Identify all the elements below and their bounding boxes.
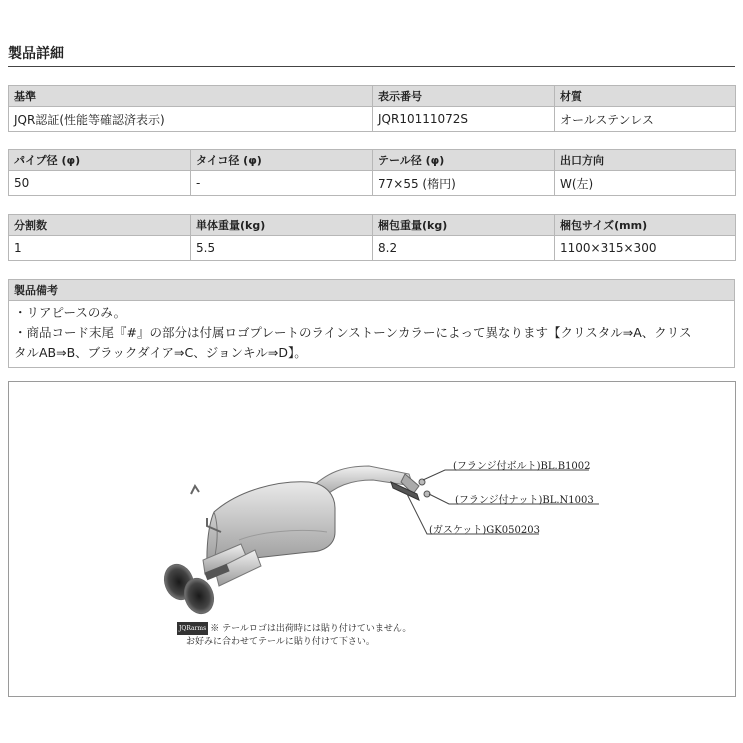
- cell-pipe-diameter: 50: [9, 171, 191, 196]
- product-notes: [8, 279, 735, 368]
- cell-package-weight: 8.2: [373, 236, 555, 261]
- header-tail-diameter: テール径 (φ): [373, 150, 555, 171]
- spec-table-weight: [8, 214, 736, 261]
- header-material: 材質: [555, 86, 736, 107]
- title-divider: [8, 66, 735, 67]
- header-unit-weight: 単体重量(kg): [191, 215, 373, 236]
- header-package-size: 梱包サイズ(mm): [555, 215, 736, 236]
- notes-line-1: ・リアピースのみ。: [14, 305, 127, 320]
- header-exit-direction: 出口方向: [555, 150, 736, 171]
- diagram-note-line-2: お好みに合わせてテールに貼り付けて下さい。: [186, 637, 375, 647]
- cell-unit-weight: 5.5: [191, 236, 373, 261]
- cell-silencer-diameter: -: [191, 171, 373, 196]
- cell-exit-direction: W(左): [555, 171, 736, 196]
- notes-line-3: タルAB⇒B、ブラックダイア⇒C、ジョンキル⇒D】。: [14, 345, 307, 360]
- page-title: 製品詳細: [8, 46, 64, 62]
- header-silencer-diameter: タイコ径 (φ): [191, 150, 373, 171]
- notes-line-2: ・商品コード末尾『#』の部分は付属ロゴプレートのラインストーンカラーによって異なります【クリスタル⇒A、クリス: [14, 325, 692, 340]
- cell-standard: JQR認証(性能等確認済表示): [9, 107, 373, 132]
- cell-tail-diameter: 77×55 (楕円): [373, 171, 555, 196]
- logo-badge: JQRarms: [177, 622, 208, 635]
- label-gasket: (ガスケット)GK050203: [429, 525, 540, 536]
- spec-table-certification: [8, 85, 736, 132]
- diagram-note-line-1: JQRarms ※ テールロゴは出荷時には貼り付けていません。: [179, 624, 412, 634]
- cell-display-number: JQR10111072S: [373, 107, 555, 132]
- header-package-weight: 梱包重量(kg): [373, 215, 555, 236]
- label-bolt: (フランジ付ボルト)BL.B1002: [453, 461, 591, 472]
- cell-material: オールステンレス: [555, 107, 736, 132]
- header-pieces: 分割数: [9, 215, 191, 236]
- header-standard: 基準: [9, 86, 373, 107]
- header-pipe-diameter: パイプ径 (φ): [9, 150, 191, 171]
- spec-table-dimensions: [8, 149, 736, 196]
- exhaust-diagram: [8, 381, 736, 697]
- cell-package-size: 1100×315×300: [555, 236, 736, 261]
- cell-pieces: 1: [9, 236, 191, 261]
- notes-header: 製品備考: [9, 280, 735, 301]
- label-nut: (フランジ付ナット)BL.N1003: [455, 495, 594, 506]
- header-display-number: 表示番号: [373, 86, 555, 107]
